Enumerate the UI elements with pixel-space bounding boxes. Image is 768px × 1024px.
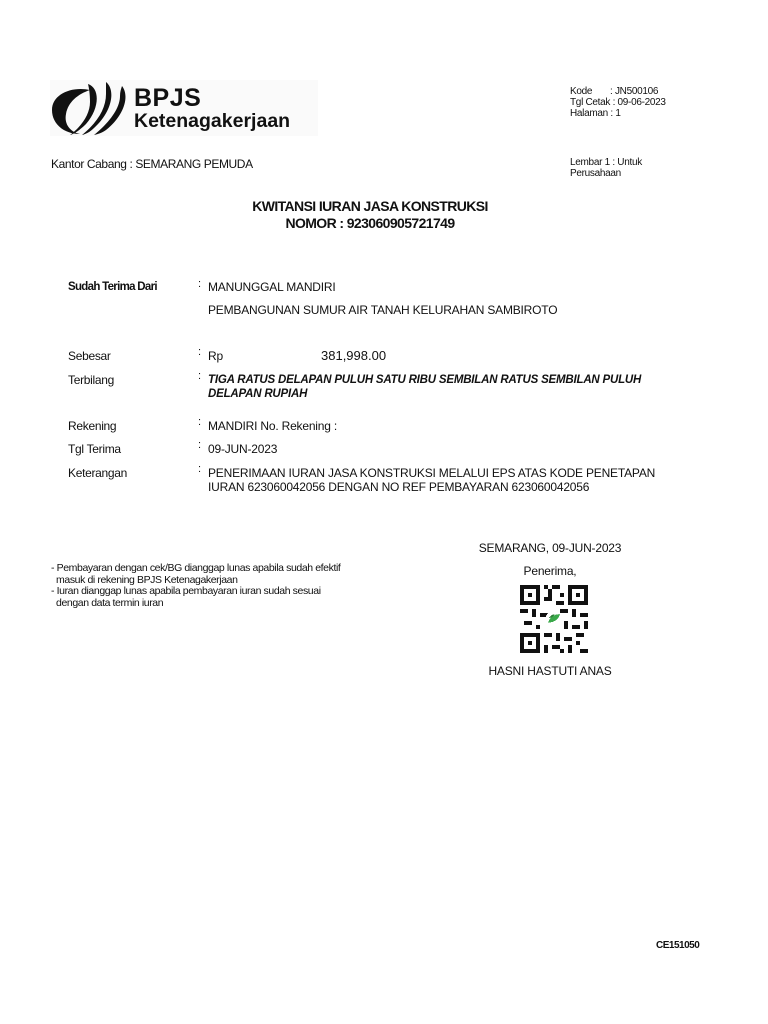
project-name: PEMBANGUNAN SUMUR AIR TANAH KELURAHAN SAMBIROTO xyxy=(208,303,558,317)
rekening-value: MANDIRI No. Rekening : xyxy=(208,419,337,433)
form-code: CE151050 xyxy=(656,940,700,951)
amount: 381,998.00 xyxy=(321,348,387,363)
rekening-label: Rekening xyxy=(68,419,117,433)
terbilang-label: Terbilang xyxy=(68,373,114,387)
lembar-info xyxy=(570,157,660,179)
receiver-name: HASNI HASTUTI ANAS xyxy=(488,664,612,678)
sudah-terima-label: Sudah Terima Dari xyxy=(68,281,157,293)
note-line: - Pembayaran dengan cek/BG dianggap lunas apabila sudah efektif xyxy=(51,562,341,574)
sebesar-label: Sebesar xyxy=(68,349,111,363)
lembar-line2: Perusahaan xyxy=(570,168,621,179)
kode-row xyxy=(570,86,666,97)
kode-value: : JN500106 xyxy=(610,86,659,97)
tgl-terima-label: Tgl Terima xyxy=(68,442,121,456)
document-number: NOMOR : 923060905721749 xyxy=(285,215,455,231)
bpjs-logo xyxy=(50,80,318,136)
note-line: dengan data termin iuran xyxy=(51,596,164,609)
qr-code-graphic xyxy=(520,585,588,653)
kode-label: Kode xyxy=(570,86,593,97)
sudah-terima-value: MANUNGGAL MANDIRI xyxy=(208,280,336,294)
payment-notes xyxy=(51,563,381,609)
colon: : xyxy=(198,278,202,290)
bpjs-logo-mark-icon xyxy=(50,80,134,136)
currency: Rp xyxy=(208,349,223,363)
colon: : xyxy=(198,346,202,358)
qr-code-icon xyxy=(520,585,588,653)
brand-title: BPJS xyxy=(134,84,202,112)
document-title: KWITANSI IURAN JASA KONSTRUKSI xyxy=(252,198,488,214)
brand-subtitle: Ketenagakerjaan xyxy=(134,110,291,132)
note-line: masuk di rekening BPJS Ketenagakerjaan xyxy=(51,573,238,586)
colon: : xyxy=(198,463,202,475)
colon: : xyxy=(198,370,202,382)
tgl-terima-value: 09-JUN-2023 xyxy=(208,442,278,456)
colon: : xyxy=(198,439,202,451)
document-meta xyxy=(570,86,666,119)
receiver-label: Penerima, xyxy=(523,564,577,578)
colon: : xyxy=(198,416,202,428)
terbilang-value: TIGA RATUS DELAPAN PULUH SATU RIBU SEMBILAN RATUS SEMBILAN PULUH DELAPAN RUPIAH xyxy=(208,374,642,400)
halaman: Halaman : 1 xyxy=(570,108,621,119)
tgl-cetak: Tgl Cetak : 09-06-2023 xyxy=(570,97,666,108)
keterangan-label: Keterangan xyxy=(68,466,128,480)
kantor-cabang: Kantor Cabang : SEMARANG PEMUDA xyxy=(51,157,253,171)
place-date: SEMARANG, 09-JUN-2023 xyxy=(478,541,622,555)
lembar-line1: Lembar 1 : Untuk xyxy=(570,157,642,168)
keterangan-value: PENERIMAAN IURAN JASA KONSTRUKSI MELALUI EPS ATAS KODE PENETAPAN IURAN 623060042056 DENGAN NO REF PEMBAYARAN 623060042056 xyxy=(208,466,656,494)
note-line: - Iuran dianggap lunas apabila pembayaran iuran sudah sesuai xyxy=(51,585,321,597)
